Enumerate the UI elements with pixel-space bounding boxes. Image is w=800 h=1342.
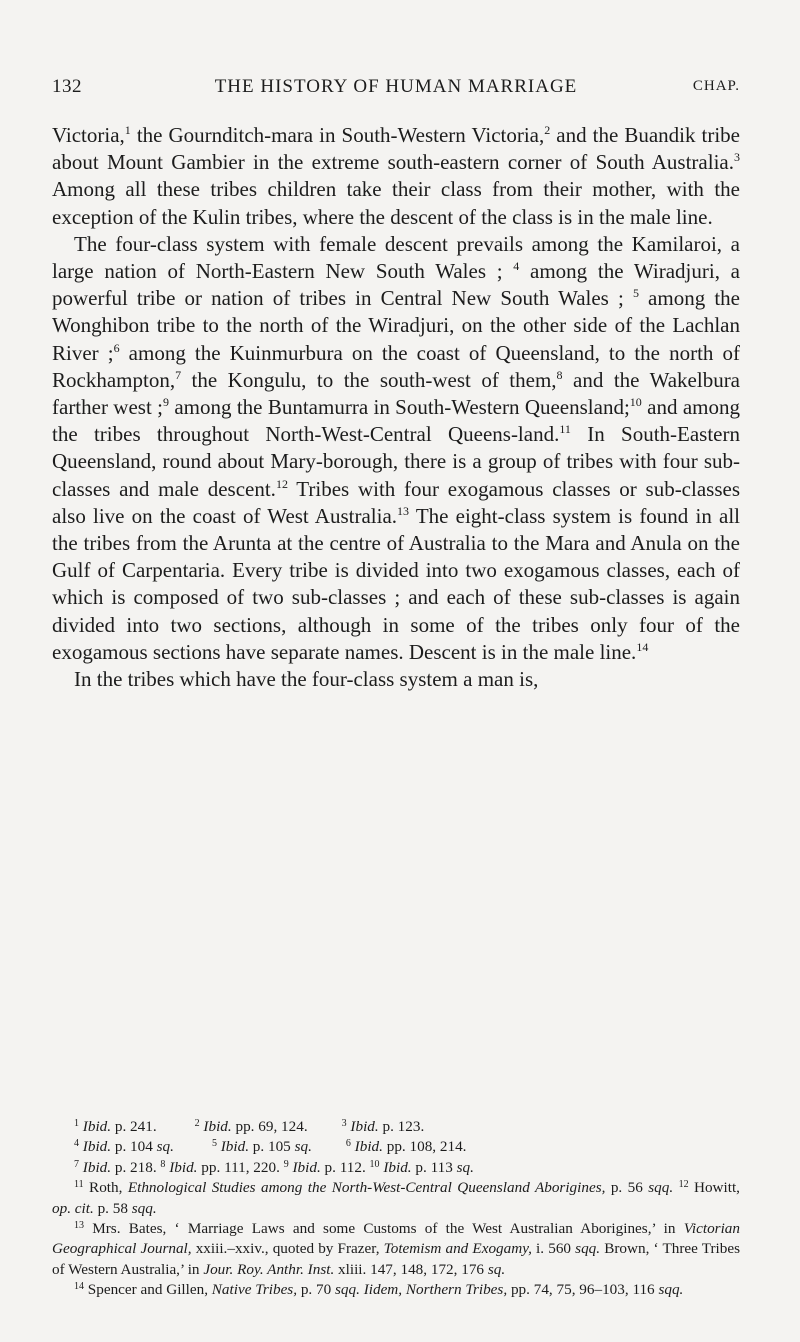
footnote-marker: 2 xyxy=(194,1118,200,1129)
footnote-marker: 13 xyxy=(74,1220,84,1232)
footnote-marker: 5 xyxy=(211,1138,217,1150)
text-run: the Kongulu, to the south-west of them, xyxy=(181,367,557,392)
footnote-marker: 12 xyxy=(275,476,288,491)
italic-text: op. cit. xyxy=(52,1199,94,1217)
italic-text: Ibid. xyxy=(292,1158,321,1176)
italic-text: Ibid. xyxy=(82,1118,112,1135)
footnote-marker: 7 xyxy=(74,1158,79,1170)
footnote-line xyxy=(52,1137,740,1157)
footnote-marker: 9 xyxy=(162,395,169,410)
text-run: Roth, xyxy=(83,1179,128,1197)
footnote-marker: 9 xyxy=(283,1158,289,1170)
text-run: among the Buntamurra in South-Western Queensland; xyxy=(168,395,630,420)
footnote-line xyxy=(52,1178,740,1219)
footnote-marker: 5 xyxy=(632,286,639,301)
text-run: p. 123. xyxy=(378,1118,425,1135)
footnote-line xyxy=(52,1117,740,1137)
footnote-marker: 14 xyxy=(636,639,649,654)
footnote-marker: 12 xyxy=(678,1179,689,1191)
text-run: among the Wiradjuri, a powerful tribe or nation of tribes in Central New South Wales ; xyxy=(52,259,740,311)
paragraph xyxy=(52,666,740,693)
text-run: pp. 69, 124. xyxy=(231,1118,308,1135)
footnote-marker: 7 xyxy=(175,367,182,382)
text-run: p. 70 xyxy=(297,1281,335,1299)
footnote-marker: 6 xyxy=(113,340,120,355)
text-run: Victoria, xyxy=(52,123,125,147)
footnote-marker: 10 xyxy=(369,1158,380,1170)
footnote-marker: 3 xyxy=(734,150,740,165)
italic-text: sqq. xyxy=(648,1179,674,1197)
italic-text: Ibid. xyxy=(82,1158,112,1176)
text-run: the Gournditch-mara in South-Western Victoria, xyxy=(130,123,545,147)
footnote-marker: 1 xyxy=(124,123,131,137)
italic-text: Ibid. xyxy=(82,1138,112,1156)
italic-text: Ibid. xyxy=(220,1138,249,1156)
footnote-line xyxy=(52,1280,740,1300)
footnote-marker: 3 xyxy=(341,1118,347,1129)
text-run: Mrs. Bates, ‘ Marriage Laws and some Customs of the West Australian Aborigines,’ in xyxy=(84,1220,684,1238)
text-run: The eight-class system is found in all the tribes from the Arunta at the centre of Australia to the Mara and Anula on the Gulf of Carpentaria. Every tribe is divided into two exogamous classes, each of which is composed of two sub-classes ; and each of these sub-classes is again divided into two sections, although in some of the tribes only four of the exogamous sections have separate names. Descent is in the male line. xyxy=(52,503,740,664)
text-run: and among the tribes throughout North-West-Central Queens-land. xyxy=(52,395,740,447)
italic-text: sqq. xyxy=(575,1240,601,1258)
text-run: pp. 108, 214. xyxy=(382,1138,467,1156)
italic-text: Ibid. xyxy=(383,1158,412,1176)
text-run: p. 113 xyxy=(411,1158,457,1176)
footnote-marker: 10 xyxy=(629,395,642,410)
italic-text: Ethnological Studies among the North-West-Central Queensland Aborigines, xyxy=(127,1179,606,1197)
footnote-marker: 1 xyxy=(74,1118,79,1129)
italic-text: sq. xyxy=(294,1138,312,1156)
italic-text: sq. xyxy=(456,1158,474,1176)
chapter-label: CHAP. xyxy=(692,78,740,94)
text-run: Tribes with four exogamous classes or sub-classes also live on the coast of West Australia. xyxy=(52,476,740,528)
footnote-marker: 11 xyxy=(74,1179,84,1191)
footnote-marker: 13 xyxy=(397,503,410,518)
italic-text: sqq. xyxy=(131,1199,157,1217)
footnote-marker: 8 xyxy=(160,1158,166,1170)
text-run: pp. 111, 220. xyxy=(197,1158,284,1176)
running-header xyxy=(52,76,740,100)
italic-text: Ibid. xyxy=(354,1138,383,1156)
footnote-marker: 6 xyxy=(345,1138,351,1150)
text-run: p. 56 xyxy=(605,1179,649,1197)
text-run: pp. 74, 75, 96–103, 116 xyxy=(507,1281,659,1299)
text-run: among the Wonghibon tribe to the north of the Wiradjuri, on the other side of the Lachlan River ; xyxy=(52,286,740,365)
paragraph xyxy=(52,122,740,231)
page-number: 132 xyxy=(52,76,82,97)
italic-text: Totemism and Exogamy, xyxy=(383,1240,532,1258)
text-run: among the Kuinmurbura on the coast of Queensland, to the north of Rockhampton, xyxy=(52,340,740,392)
footnote-marker: 8 xyxy=(556,367,563,382)
footnote-marker: 14 xyxy=(74,1281,84,1293)
text-run: Among all these tribes children take their class from their mother, with the exception of the Kulin tribes, where the descent of the class is in the male line. xyxy=(52,177,740,229)
italic-text: Ibid. xyxy=(169,1158,198,1176)
text-run: p. 58 xyxy=(93,1199,132,1217)
text-run: p. 104 xyxy=(111,1138,157,1156)
text-run: In the tribes which have the four-class system a man is, xyxy=(74,667,539,692)
italic-text: sq. xyxy=(487,1260,506,1278)
text-run: and the Wakelbura farther west ; xyxy=(52,367,741,420)
footnote-marker: 4 xyxy=(74,1138,79,1150)
text-run: Brown, ‘ Three Tribes of Western Australia,’ in xyxy=(52,1240,741,1278)
footnote-line xyxy=(52,1158,740,1178)
footnote-line xyxy=(52,1219,740,1280)
text-run: xxiii.–xxiv., quoted by Frazer, xyxy=(191,1240,384,1258)
text-run: In South-Eastern Queensland, round about Mary-borough, there is a group of tribes with four sub-classes and male descent. xyxy=(52,422,740,501)
italic-text: sqq. xyxy=(658,1281,684,1299)
text-run: xliii. 147, 148, 172, 176 xyxy=(334,1260,488,1278)
text-run: p. 218. xyxy=(111,1158,161,1176)
text-run: and the Buandik tribe about Mount Gambier in the extreme south-eastern corner of South Australia. xyxy=(52,123,740,175)
main-text xyxy=(52,122,740,693)
italic-text: Ibid. xyxy=(203,1118,232,1135)
italic-text: Native Tribes, xyxy=(211,1281,298,1299)
paragraph xyxy=(52,231,740,666)
italic-text: Jour. Roy. Anthr. Inst. xyxy=(203,1260,335,1278)
text-run: The four-class system with female descent prevails among the Kamilaroi, a large nation of North-Eastern New South Wales ; xyxy=(52,231,740,284)
text-run: p. 112. xyxy=(320,1158,370,1176)
text-run: Spencer and Gillen, xyxy=(84,1281,212,1299)
text-run: p. 105 xyxy=(249,1138,295,1156)
italic-text: sqq. Iidem, Northern Tribes, xyxy=(335,1281,508,1299)
italic-text: Victorian Geographical Journal, xyxy=(52,1220,740,1258)
text-run: p. 241. xyxy=(111,1118,157,1135)
italic-text: Ibid. xyxy=(350,1118,379,1135)
footnotes xyxy=(52,1117,740,1301)
text-run: Howitt, xyxy=(688,1179,740,1197)
running-title: THE HISTORY OF HUMAN MARRIAGE xyxy=(214,76,578,97)
text-run: i. 560 xyxy=(531,1240,576,1258)
footnote-marker: 4 xyxy=(513,259,520,274)
footnote-marker: 2 xyxy=(544,123,551,137)
italic-text: sq. xyxy=(156,1138,174,1156)
footnote-marker: 11 xyxy=(559,422,571,437)
